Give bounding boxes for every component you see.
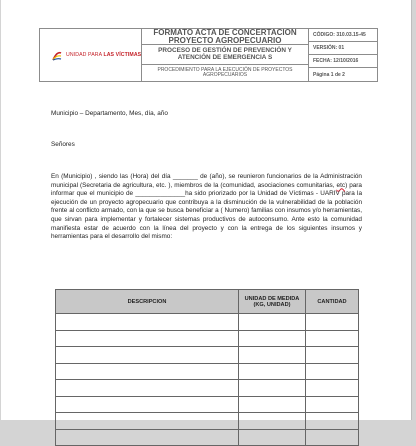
description-cell[interactable]	[56, 347, 239, 364]
procedure-name: PROCEDIMIENTO PARA LA EJECUCIÓN DE PROYECTOS AGROPECUARIOS	[157, 67, 293, 78]
description-cell[interactable]	[56, 330, 239, 347]
quantity-cell[interactable]	[306, 314, 359, 331]
document-header-table	[39, 28, 378, 82]
description-cell[interactable]	[56, 363, 239, 380]
unit-cell[interactable]	[239, 347, 306, 364]
unit-cell[interactable]	[239, 380, 306, 397]
salutation: Señores	[51, 141, 75, 148]
table-row	[56, 314, 359, 331]
column-header-quantity: CANTIDAD	[306, 290, 359, 314]
logo-text: UNIDAD PARA LAS VÍCTIMAS	[66, 52, 142, 58]
unit-cell[interactable]	[239, 330, 306, 347]
column-header-unit: UNIDAD DE MEDIDA (KG, UNIDAD)	[239, 290, 306, 314]
document-version: VERSIÓN: 01	[309, 42, 377, 55]
items-table	[55, 289, 359, 446]
items-table-body	[56, 314, 359, 446]
document-title: FORMATO ACTA DE CONCERTACION PROYECTO AGROPECUARIO	[142, 29, 308, 45]
table-row	[56, 330, 359, 347]
table-row	[56, 396, 359, 413]
description-cell[interactable]	[56, 380, 239, 397]
document-code: CÓDIGO: 310.03.15-45	[309, 29, 377, 42]
table-row	[56, 363, 359, 380]
quantity-cell[interactable]	[306, 330, 359, 347]
quantity-cell[interactable]	[306, 380, 359, 397]
process-name: PROCESO DE GESTIÓN DE PREVENCIÓN Y ATENCIÓN DE EMERGENCIA S	[142, 45, 308, 65]
table-row	[56, 429, 359, 446]
quantity-cell[interactable]	[306, 413, 359, 430]
quantity-cell[interactable]	[306, 429, 359, 446]
quantity-cell[interactable]	[306, 347, 359, 364]
unit-cell[interactable]	[239, 413, 306, 430]
description-cell[interactable]	[56, 314, 239, 331]
page-number: Página 1 de 2	[313, 71, 345, 78]
quantity-cell[interactable]	[306, 363, 359, 380]
header-right-column	[309, 29, 377, 81]
unit-cell[interactable]	[239, 429, 306, 446]
unit-cell[interactable]	[239, 396, 306, 413]
unit-cell[interactable]	[239, 363, 306, 380]
misspelled-word: etc	[336, 181, 346, 189]
items-table-header-row	[56, 290, 359, 314]
table-row	[56, 347, 359, 364]
description-cell[interactable]	[56, 429, 239, 446]
document-page	[1, 0, 412, 420]
document-date: FECHA: 12/10/2016	[309, 55, 377, 68]
table-row	[56, 380, 359, 397]
description-cell[interactable]	[56, 413, 239, 430]
body-paragraph: En (Municipio) , siendo las (Hora) del día _______ de (año), se reunieron funcionarios de la Administración municipal (Secretaria de agricultura, etc. ), miembros de la (comunidad, asociaciones comunitarias, etc) para informar que el municipio de ______________ha sido priorizado por la Unidad de Víctimas - UARIV para la ejecución de un proyecto agropecuario que contribuya a la disminución de la vulnerabilidad de la población frente al conflicto armado, con la que se busca beneficiar a ( Numero) familias con insumos y/o herramientas, que sirvan para implementar y fortalecer sistemas productivos de autoconsumo. Ante esto la comunidad manifiesta estar de acuerdo con la línea del proyecto y con la entrega de los siguientes insumos y herramientas para el desarrollo del mismo:	[51, 173, 362, 241]
quantity-cell[interactable]	[306, 396, 359, 413]
header-middle-column	[142, 29, 309, 81]
logo-cell	[40, 29, 142, 81]
table-row	[56, 413, 359, 430]
column-header-description: DESCRIPCION	[56, 290, 239, 314]
location-date-line: Municipio – Departamento, Mes, día, año	[51, 110, 168, 117]
unit-cell[interactable]	[239, 314, 306, 331]
victims-unit-logo-icon	[51, 50, 63, 62]
description-cell[interactable]	[56, 396, 239, 413]
